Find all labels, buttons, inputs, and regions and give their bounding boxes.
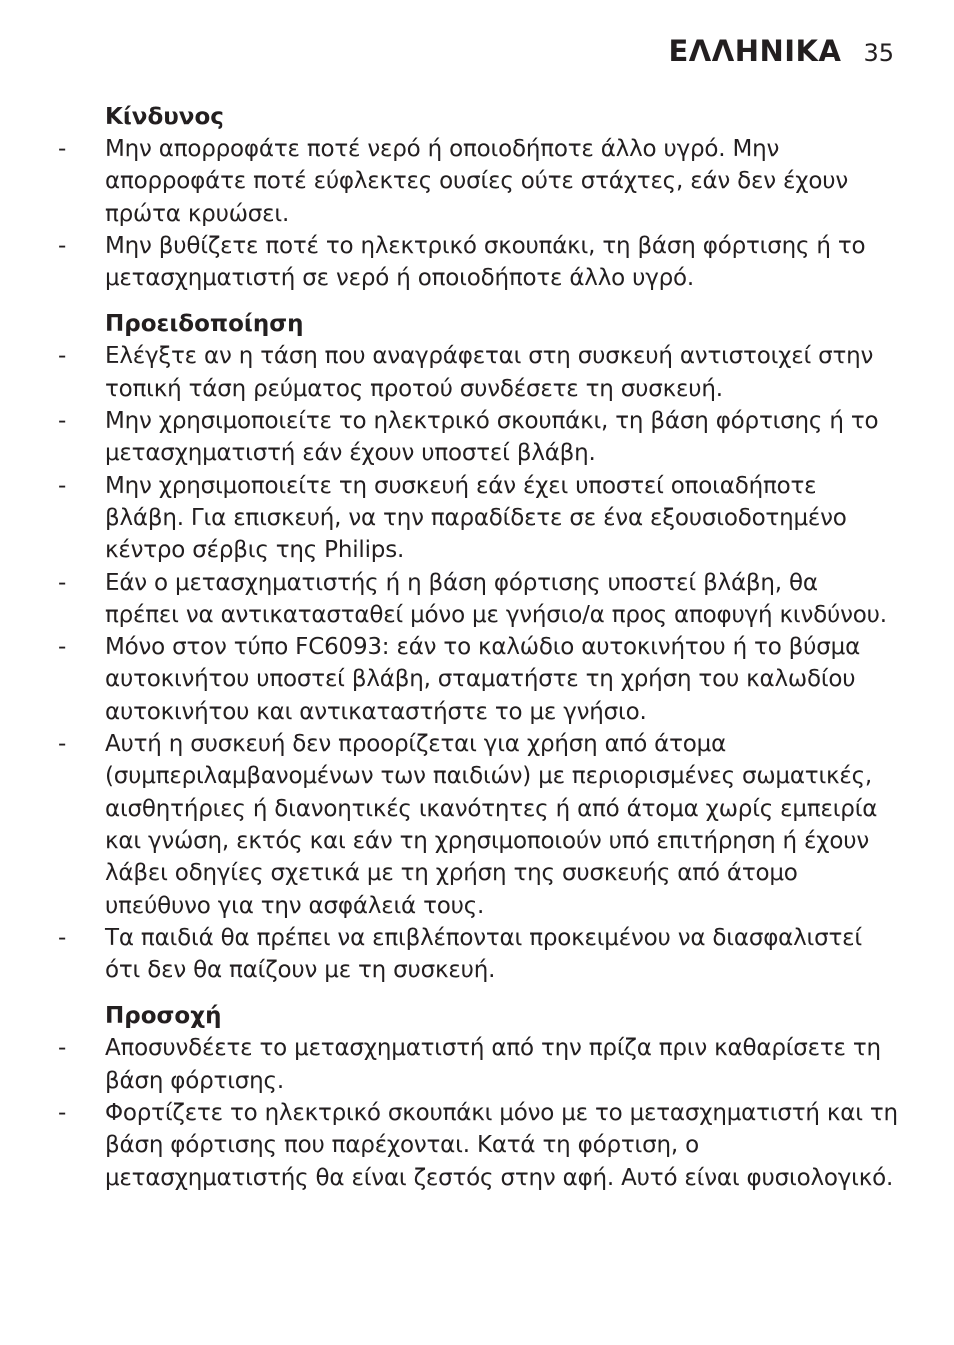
section-warning (0, 308, 954, 986)
item-text: Μην χρησιμοποιείτε το ηλεκτρικό σκουπάκι, τη βάση φόρτισης ή το μετασχηματιστή εάν έχουν υποστεί βλάβη. (105, 408, 879, 467)
bullet-dash: - (58, 924, 67, 951)
page-number: 35 (863, 39, 894, 67)
item-text: Φορτίζετε το ηλεκτρικό σκουπάκι μόνο με το μετασχηματιστή και τη βάση φόρτισης που παρέχονται. Κατά τη φόρτιση, ο μετασχηματιστής θα είναι ζεστός στην αφή. Αυτό είναι φυσιολογικό. (105, 1100, 898, 1191)
bullet-dash: - (58, 343, 67, 370)
bullet-dash: - (58, 136, 67, 162)
bullet-dash: - (58, 1035, 67, 1062)
section-title: Προσοχή (105, 1003, 222, 1030)
item-text: Μην βυθίζετε ποτέ το ηλεκτρικό σκουπάκι, τη βάση φόρτισης ή το μετασχηματιστή σε νερό ή οποιοδήποτε άλλο υγρό. (105, 232, 866, 292)
list-item (0, 567, 954, 632)
page-header (669, 34, 895, 68)
item-list (0, 340, 954, 986)
language-heading: ΕΛΛΗΝΙΚΑ (668, 34, 842, 68)
bullet-dash: - (58, 1100, 67, 1127)
list-item (0, 133, 954, 230)
item-list (0, 1032, 954, 1193)
item-text: Μόνο στον τύπο FC6093: εάν το καλώδιο αυτοκινήτου ή το βύσμα αυτοκινήτου υποστεί βλάβη, σταματήστε τη χρήση του καλωδίου αυτοκινήτου και αντικαταστήστε το με γνήσιο. (105, 634, 861, 725)
item-text: Αυτή η συσκευή δεν προορίζεται για χρήση από άτομα (συμπεριλαμβανομένων των παιδιών) με περιορισμένες σωματικές, αισθητήριες ή διανοητικές ικανότητες ή από άτομα χωρίς εμπειρία και γνώση, εκτός και εάν τη χρησιμοποιούν υπό επιτήρηση ή έχουν λάβει οδηγίες σχετικά με τη χρήση της συσκευής από άτομο υπεύθυνο για την ασφάλειά τους. (105, 731, 878, 919)
item-text: Εάν ο μετασχηματιστής ή η βάση φόρτισης υποστεί βλάβη, θα πρέπει να αντικατασταθεί μόνο με γνήσιο/α προς αποφυγή κινδύνου. (105, 569, 887, 628)
bullet-dash: - (58, 569, 67, 596)
bullet-dash: - (58, 472, 67, 499)
bullet-dash: - (58, 232, 67, 259)
bullet-dash: - (58, 408, 67, 435)
list-item (0, 230, 954, 295)
section-title: Προειδοποίηση (105, 311, 304, 338)
list-item (0, 405, 954, 470)
section-danger (0, 101, 954, 294)
item-text: Μην χρησιμοποιείτε τη συσκευή εάν έχει υποστεί οποιαδήποτε βλάβη. Για επισκευή, να την παραδίδετε σε ένα εξουσιοδοτημένο κέντρο σέρβις της Philips. (105, 472, 847, 564)
item-list (0, 133, 954, 294)
list-item (0, 728, 954, 922)
item-text: Αποσυνδέετε το μετασχηματιστή από την πρίζα πριν καθαρίσετε τη βάση φόρτισης. (105, 1035, 881, 1094)
section-title: Κίνδυνος (105, 104, 224, 130)
list-item (0, 340, 954, 405)
list-item (0, 470, 954, 567)
bullet-dash: - (58, 731, 67, 758)
item-text: Ελέγξτε αν η τάση που αναγράφεται στη συσκευή αντιστοιχεί στην τοπική τάση ρεύματος προτού συνδέσετε τη συσκευή. (105, 343, 874, 402)
item-text: Τα παιδιά θα πρέπει να επιβλέπονται προκειμένου να διασφαλιστεί ότι δεν θα παίζουν με τη συσκευή. (105, 924, 862, 984)
list-item (0, 1032, 954, 1097)
bullet-dash: - (58, 634, 67, 661)
list-item (0, 1097, 954, 1194)
list-item (0, 631, 954, 728)
list-item (0, 922, 954, 987)
item-text: Μην απορροφάτε ποτέ νερό ή οποιοδήποτε άλλο υγρό. Μην απορροφάτε ποτέ εύφλεκτες ουσίες ούτε στάχτες, εάν δεν έχουν πρώτα κρυώσει. (105, 136, 848, 227)
page-content (0, 101, 954, 1194)
section-caution (0, 1000, 954, 1193)
